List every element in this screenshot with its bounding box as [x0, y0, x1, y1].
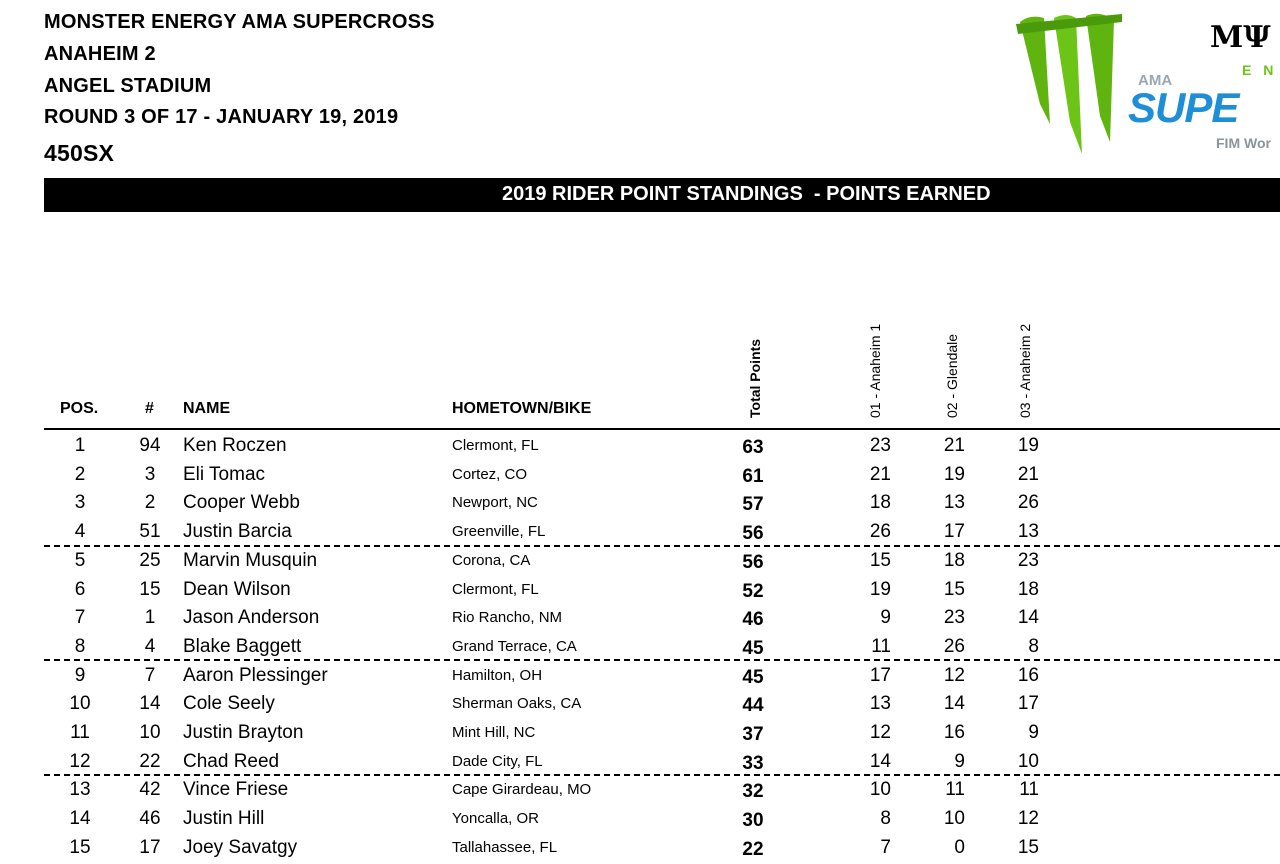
standings-banner: [44, 178, 1280, 212]
row-number: 1: [144, 607, 156, 629]
row-round3: 8: [1028, 635, 1039, 657]
row-pos: 14: [69, 808, 91, 830]
col-round1-header: 01 - Anaheim 1: [867, 323, 883, 418]
row-pos: 7: [74, 607, 86, 629]
header-rule: [44, 428, 1280, 430]
energy-wordmark: E N: [1242, 62, 1278, 78]
row-name: Marvin Musquin: [183, 549, 318, 571]
row-name: Dean Wilson: [183, 578, 291, 600]
row-number: 94: [139, 435, 161, 456]
row-round1: 14: [869, 750, 891, 772]
row-round3: 12: [1017, 808, 1039, 830]
row-round1: 12: [869, 722, 891, 743]
row-round1: 8: [880, 808, 891, 830]
row-pos: 15: [69, 836, 91, 858]
row-round2: 9: [954, 750, 965, 772]
row-number: 25: [139, 549, 161, 571]
row-total: 22: [742, 838, 764, 860]
row-round3: 17: [1017, 693, 1039, 715]
row-pos: 4: [74, 521, 86, 543]
col-total-header: Total Points: [747, 338, 763, 418]
row-round2: 0: [954, 836, 965, 858]
row-round1: 23: [869, 435, 891, 456]
banner-title: 2019 RIDER POINT STANDINGS - POINTS EARNED: [502, 183, 991, 205]
row-round1: 18: [869, 492, 891, 514]
row-round3: 23: [1017, 549, 1039, 571]
row-total: 52: [742, 580, 764, 602]
table-row: [0, 718, 1280, 747]
row-total: 45: [742, 637, 764, 659]
table-row: [0, 460, 1280, 489]
row-number: 51: [139, 521, 161, 543]
row-hometown: Greenville, FL: [452, 523, 546, 541]
row-total: 56: [742, 551, 764, 573]
row-pos: 8: [74, 635, 86, 657]
row-round1: 13: [869, 693, 891, 715]
ama-wordmark: AMA: [1138, 72, 1173, 89]
table-row: [0, 546, 1280, 575]
row-number: 2: [144, 492, 156, 514]
row-total: 44: [742, 695, 764, 717]
row-round3: 16: [1017, 664, 1039, 686]
class-label: 450SX: [44, 140, 115, 166]
row-round2: 15: [943, 578, 965, 600]
row-round3: 10: [1017, 750, 1039, 772]
row-name: Aaron Plessinger: [183, 664, 328, 686]
row-round3: 11: [1019, 779, 1039, 801]
row-pos: 3: [74, 492, 86, 514]
col-round2-header: 02 - Glendale: [944, 333, 960, 418]
row-round2: 21: [943, 435, 965, 456]
row-name: Jason Anderson: [183, 607, 320, 629]
row-name: Ken Roczen: [183, 435, 287, 456]
series-title: MONSTER ENERGY AMA SUPERCROSS: [44, 11, 435, 33]
row-round3: 14: [1017, 607, 1039, 629]
row-pos: 1: [74, 435, 86, 456]
row-hometown: Mint Hill, NC: [452, 724, 536, 741]
row-round1: 19: [869, 578, 891, 600]
table-row: [0, 804, 1280, 833]
row-round3: 18: [1017, 578, 1039, 600]
row-round2: 23: [943, 607, 965, 629]
row-pos: 9: [74, 664, 86, 686]
row-number: 10: [139, 722, 161, 743]
row-hometown: Corona, CA: [452, 551, 531, 569]
col-round3-header: 03 - Anaheim 2: [1017, 323, 1033, 418]
row-total: 46: [742, 609, 764, 631]
row-total: 37: [742, 724, 764, 745]
row-hometown: Cape Girardeau, MO: [452, 781, 592, 799]
row-round2: 11: [945, 779, 965, 801]
row-round1: 10: [869, 779, 891, 801]
row-hometown: Sherman Oaks, CA: [452, 695, 582, 713]
row-round3: 15: [1017, 836, 1039, 858]
row-name: Justin Hill: [183, 808, 265, 830]
monster-wordmark: MΨ: [1210, 20, 1271, 55]
row-total: 61: [742, 465, 764, 487]
row-number: 4: [144, 635, 156, 657]
row-name: Joey Savatgy: [183, 836, 298, 858]
row-round1: 15: [869, 549, 891, 571]
row-number: 46: [139, 808, 161, 830]
row-number: 7: [144, 664, 156, 686]
row-hometown: Grand Terrace, CA: [452, 637, 577, 655]
row-name: Justin Barcia: [183, 521, 292, 543]
row-hometown: Dade City, FL: [452, 752, 543, 770]
event-name: ANAHEIM 2: [44, 43, 156, 65]
row-pos: 5: [74, 549, 86, 571]
row-round1: 17: [869, 664, 891, 686]
row-pos: 13: [69, 779, 91, 801]
row-total: 33: [742, 752, 764, 774]
row-name: Cole Seely: [183, 693, 275, 715]
round-date: ROUND 3 OF 17 - JANUARY 19, 2019: [44, 106, 399, 128]
row-round3: 21: [1017, 463, 1039, 485]
table-row: [0, 488, 1280, 517]
row-pos: 11: [70, 722, 90, 743]
table-row: [0, 603, 1280, 632]
row-name: Cooper Webb: [183, 492, 300, 514]
row-hometown: Clermont, FL: [452, 437, 539, 454]
col-name-header: NAME: [183, 400, 231, 417]
venue-name: ANGEL STADIUM: [44, 75, 212, 97]
row-total: 56: [742, 523, 764, 545]
monster-claw-icon: [1010, 4, 1130, 164]
row-number: 42: [139, 779, 161, 801]
row-round1: 21: [869, 463, 891, 485]
row-round2: 16: [943, 722, 965, 743]
table-row: [0, 833, 1280, 862]
row-hometown: Rio Rancho, NM: [452, 609, 563, 627]
row-pos: 6: [74, 578, 86, 600]
table-row: [0, 431, 1280, 460]
row-round2: 12: [943, 664, 965, 686]
row-round2: 13: [943, 492, 965, 514]
row-round1: 26: [869, 521, 891, 543]
table-row: [0, 575, 1280, 604]
row-total: 57: [742, 494, 764, 516]
col-pos-header: POS.: [60, 400, 99, 417]
row-hometown: Hamilton, OH: [452, 666, 543, 684]
table-row: [0, 632, 1280, 661]
row-number: 3: [144, 463, 156, 485]
monster-supercross-logo: [1010, 4, 1280, 164]
row-round2: 19: [943, 463, 965, 485]
table-row: [0, 775, 1280, 804]
row-round1: 11: [871, 635, 891, 657]
supercross-wordmark: SUPE: [1128, 84, 1239, 131]
row-number: 17: [139, 836, 161, 858]
row-round2: 10: [943, 808, 965, 830]
table-row: [0, 689, 1280, 718]
row-hometown: Cortez, CO: [452, 465, 528, 483]
row-round2: 17: [943, 521, 965, 543]
row-total: 63: [742, 437, 764, 458]
row-round1: 7: [880, 836, 891, 858]
row-round2: 26: [943, 635, 965, 657]
row-number: 15: [139, 578, 161, 600]
row-hometown: Clermont, FL: [452, 580, 539, 598]
row-total: 32: [742, 781, 764, 803]
row-pos: 2: [74, 463, 86, 485]
row-round3: 13: [1017, 521, 1039, 543]
row-name: Chad Reed: [183, 750, 280, 772]
row-round3: 9: [1028, 722, 1039, 743]
row-round2: 14: [943, 693, 965, 715]
col-number-header: #: [145, 400, 154, 417]
row-name: Vince Friese: [183, 779, 289, 801]
row-pos: 12: [69, 750, 91, 772]
row-round1: 9: [880, 607, 891, 629]
row-pos: 10: [69, 693, 91, 715]
row-total: 30: [742, 810, 764, 832]
row-name: Justin Brayton: [183, 722, 304, 743]
row-round3: 19: [1017, 435, 1039, 456]
row-hometown: Yoncalla, OR: [452, 810, 539, 828]
row-hometown: Newport, NC: [452, 494, 538, 512]
col-hometown-header: HOMETOWN/BIKE: [452, 400, 592, 417]
table-row: [0, 747, 1280, 776]
row-total: 45: [742, 666, 764, 688]
row-round2: 18: [943, 549, 965, 571]
row-round3: 26: [1017, 492, 1039, 514]
row-number: 22: [139, 750, 161, 772]
table-row: [0, 517, 1280, 546]
row-number: 14: [139, 693, 161, 715]
table-row: [0, 661, 1280, 690]
fim-wordmark: FIM Wor: [1216, 135, 1271, 151]
row-hometown: Tallahassee, FL: [452, 838, 558, 856]
row-name: Blake Baggett: [183, 635, 302, 657]
row-name: Eli Tomac: [183, 463, 266, 485]
